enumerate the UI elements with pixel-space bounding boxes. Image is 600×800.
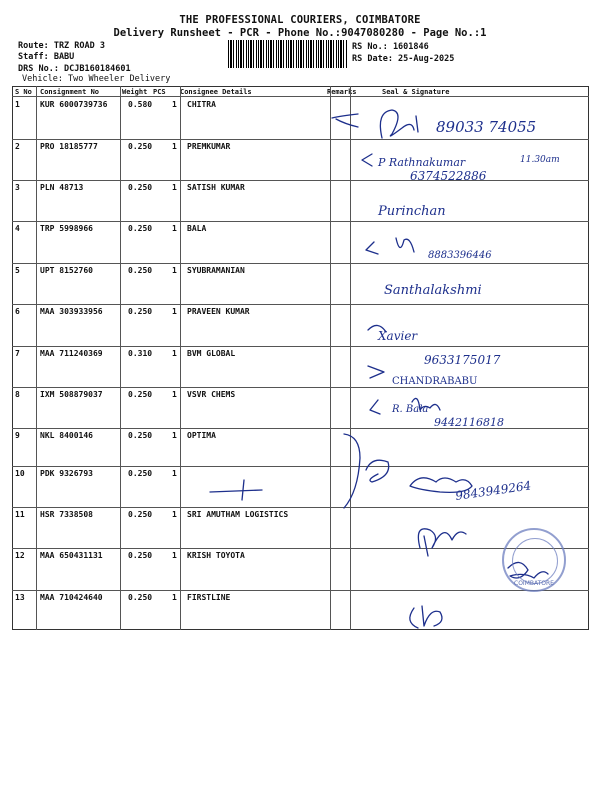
row-pcs: 1 [172, 142, 177, 151]
name-row-6: Xavier [378, 329, 418, 343]
row-pcs: 1 [172, 349, 177, 358]
signature-row-5: Santhalakshmi [384, 283, 482, 298]
col-consignee: Consignee Details [180, 88, 252, 96]
row-sno: 7 [15, 349, 20, 358]
row-consignment: PDK 9326793 [40, 469, 93, 478]
consignee-scribble [210, 480, 262, 500]
row-consignee: SATISH KUMAR [187, 183, 245, 192]
row-pcs: 1 [172, 431, 177, 440]
company-title: THE PROFESSIONAL COURIERS, COIMBATORE [179, 14, 421, 26]
row-sno: 9 [15, 431, 20, 440]
name-row-2: P Rathnakumar [378, 156, 466, 169]
row-weight: 0.310 [128, 349, 153, 358]
row-weight: 0.250 [128, 593, 153, 602]
time-row-2: 11.30am [520, 155, 560, 165]
phone-row-7: 9633175017 [424, 353, 501, 367]
row-weight: 0.250 [128, 224, 153, 233]
rs-number: RS No.: 1601846 [352, 42, 429, 52]
row-sno: 10 [15, 469, 25, 478]
remark-mark [332, 114, 358, 127]
row-consignee: CHITRA [187, 100, 216, 109]
signature-row-10 [366, 460, 389, 482]
signature-row-11 [418, 529, 466, 556]
row-consignment: PLN 48713 [40, 183, 84, 192]
row-weight: 0.580 [128, 100, 153, 109]
col-sno: S No [15, 88, 32, 96]
row-sno: 2 [15, 142, 20, 151]
phone-row-8: 9442116818 [434, 416, 504, 429]
row-consignee: PREMKUMAR [187, 142, 231, 151]
row-consignment: MAA 650431131 [40, 551, 103, 560]
phone-row-2: 6374522886 [410, 169, 487, 183]
row-pcs: 1 [172, 551, 177, 560]
vehicle-label: Vehicle: Two Wheeler Delivery [22, 74, 171, 84]
row-consignment: MAA 710424640 [40, 593, 103, 602]
row-weight: 0.250 [128, 307, 153, 316]
row-consignment: HSR 7338508 [40, 510, 93, 519]
row-consignment: TRP 5998966 [40, 224, 93, 233]
row-consignment: UPT 8152760 [40, 266, 93, 275]
row-pcs: 1 [172, 266, 177, 275]
row-consignment: PRO 18185777 [40, 142, 98, 151]
row-sno: 8 [15, 390, 20, 399]
row-weight: 0.250 [128, 431, 153, 440]
col-weight: Weight [122, 88, 148, 96]
row-sno: 6 [15, 307, 20, 316]
remark-mark [368, 366, 384, 378]
row-sno: 13 [15, 593, 25, 602]
row-pcs: 1 [172, 593, 177, 602]
drs-number: DRS No.: DCJB160184601 [18, 64, 131, 74]
row-pcs: 1 [172, 100, 177, 109]
row-consignee: FIRSTLINE [187, 593, 231, 602]
rs-date: RS Date: 25-Aug-2025 [352, 54, 455, 64]
signature-row-1 [380, 110, 418, 138]
row-pcs: 1 [172, 510, 177, 519]
row-consignee: SYUBRAMANIAN [187, 266, 245, 275]
staff-label: Staff: BABU [18, 52, 75, 62]
row-sno: 4 [15, 224, 20, 233]
row-pcs: 1 [172, 390, 177, 399]
row-consignee: PRAVEEN KUMAR [187, 307, 250, 316]
row-sno: 12 [15, 551, 25, 560]
col-remarks: Remarks [327, 88, 357, 96]
stamp-ring [512, 538, 558, 584]
row-weight: 0.250 [128, 266, 153, 275]
signature-row-4 [366, 238, 414, 254]
row-weight: 0.250 [128, 390, 153, 399]
name-row-8: R. Bala [392, 404, 429, 415]
row-consignee: BVM GLOBAL [187, 349, 236, 358]
phone-row-10: 9843949264 [454, 478, 533, 503]
row-consignee: SRI AMUTHAM LOGISTICS [187, 510, 289, 519]
signature-row-3: Purinchan [378, 204, 446, 219]
remark-mark [344, 434, 360, 508]
row-consignee: VSVR CHEMS [187, 390, 236, 399]
row-weight: 0.250 [128, 142, 153, 151]
phone-row-4: 8883396446 [428, 250, 492, 261]
row-consignee: KRISH TOYOTA [187, 551, 245, 560]
row-weight: 0.250 [128, 469, 153, 478]
row-consignment: KUR 6000739736 [40, 100, 108, 109]
col-seal-signature: Seal & Signature [382, 88, 450, 96]
row-consignment: MAA 303933956 [40, 307, 103, 316]
row-weight: 0.250 [128, 510, 153, 519]
col-consignment: Consignment No [40, 88, 100, 96]
row-sno: 5 [15, 266, 20, 275]
row-sno: 1 [15, 100, 20, 109]
row-pcs: 1 [172, 469, 177, 478]
route-label: Route: TRZ ROAD 3 [18, 41, 105, 51]
row-pcs: 1 [172, 307, 177, 316]
name-row-7: CHANDRABABU [392, 376, 478, 387]
row-consignment: MAA 711240369 [40, 349, 103, 358]
row-sno: 3 [15, 183, 20, 192]
row-consignee: BALA [187, 224, 207, 233]
row-weight: 0.250 [128, 551, 153, 560]
signature-row-13 [410, 606, 442, 628]
col-pcs: PCS [153, 88, 166, 96]
runsheet-title: Delivery Runsheet - PCR - Phone No.:9047080280 - Page No.:1 [113, 27, 487, 39]
stamp-label: COIMBATORE [514, 580, 554, 587]
row-pcs: 1 [172, 224, 177, 233]
row-sno: 11 [15, 510, 25, 519]
phone-row-1: 89033 74055 [436, 118, 537, 136]
row-consignment: IXM 508879037 [40, 390, 103, 399]
row-consignment: NKL 8400146 [40, 431, 93, 440]
row-weight: 0.250 [128, 183, 153, 192]
remark-mark [362, 154, 372, 166]
row-consignee: OPTIMA [187, 431, 216, 440]
row-pcs: 1 [172, 183, 177, 192]
